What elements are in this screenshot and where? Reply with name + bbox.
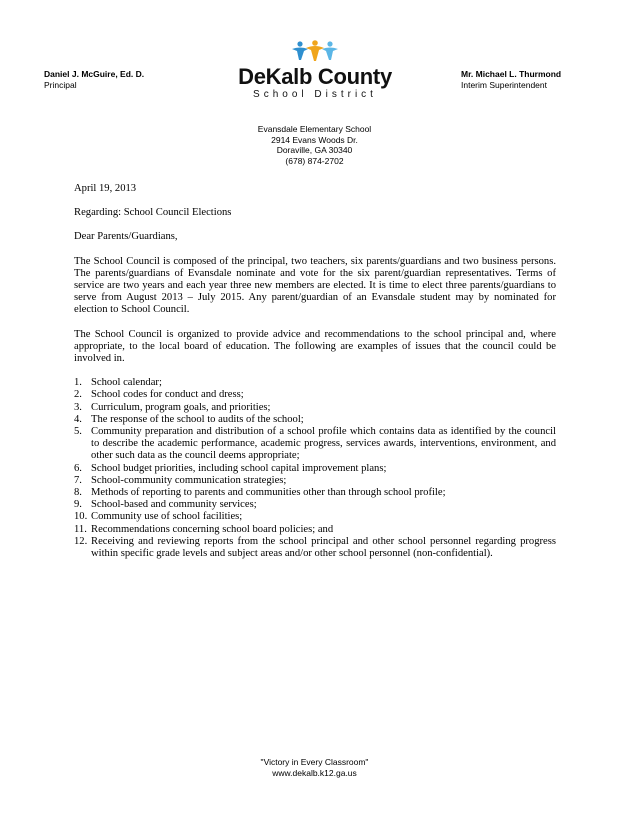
list-item-text: School-community communication strategies;: [91, 474, 287, 486]
superintendent-block: [461, 69, 561, 91]
list-item: [74, 499, 556, 511]
list-item: [74, 463, 556, 475]
list-item-number: 2.: [74, 389, 82, 401]
list-item-number: 12.: [74, 535, 88, 547]
list-item-text: Curriculum, program goals, and priorities;: [91, 401, 271, 413]
list-item: [74, 377, 556, 389]
school-address: [200, 124, 429, 166]
school-name: Evansdale Elementary School: [257, 124, 372, 134]
letter-regarding: Regarding: School Council Elections: [74, 207, 232, 219]
list-item-number: 1.: [74, 377, 82, 389]
list-item: [74, 536, 556, 560]
list-item-text: Methods of reporting to parents and communities other than through school profile;: [91, 487, 446, 499]
letter-body: [74, 183, 556, 560]
principal-block: [44, 69, 144, 91]
list-item: [74, 389, 556, 401]
logo-name: DeKalb County: [238, 64, 392, 89]
list-item-text: School budget priorities, including school capital improvement plans;: [91, 462, 387, 474]
list-item: [74, 511, 556, 523]
principal-name: Daniel J. McGuire, Ed. D.: [44, 69, 145, 79]
school-street: 2914 Evans Woods Dr.: [271, 134, 358, 145]
list-item: [74, 402, 556, 414]
school-city: Doraville, GA 30340: [276, 145, 353, 155]
list-item: [74, 524, 556, 536]
list-item-text: Receiving and reviewing reports from the school principal and other school personnel regarding progress within specific grade levels and subject areas and/or other school personnel (non-confidential).: [91, 535, 556, 560]
superintendent-name: Mr. Michael L. Thurmond: [461, 69, 562, 79]
list-item-number: 11.: [74, 523, 87, 535]
letter-salutation: Dear Parents/Guardians,: [74, 231, 178, 243]
people-figures-icon: [290, 40, 340, 64]
list-item: [74, 475, 556, 487]
footer-motto: "Victory in Every Classroom": [260, 757, 369, 767]
principal-title: Principal: [44, 80, 77, 90]
list-item-text: The response of the school to audits of the school;: [91, 413, 304, 425]
list-item-number: 10.: [74, 511, 88, 523]
district-logo: [238, 40, 392, 102]
list-item-number: 3.: [74, 401, 82, 413]
letter-date: April 19, 2013: [74, 183, 137, 194]
paragraph-composition: The School Council is composed of the principal, two teachers, six parents/guardians and two business persons. The parents/guardians of Evansdale nominate and vote for the six parent/guardian representatives. Terms of service are two years and each year three new members are elected. It is time to elect three parents/guardians to serve from August 2013 – July 2015. Any parent/guardian of an Evansdale student may by nominated for election to School Council.: [74, 255, 556, 316]
paragraph-purpose: The School Council is organized to provide advice and recommendations to the school principal and, where appropriate, to the local board of education. The following are examples of issues that the council could be involved in.: [74, 328, 556, 365]
superintendent-title: Interim Superintendent: [461, 80, 547, 90]
list-item-number: 5.: [74, 426, 82, 438]
list-item: [74, 426, 556, 463]
issues-list: [74, 377, 556, 560]
list-item-number: 8.: [74, 487, 82, 499]
list-item-number: 7.: [74, 474, 82, 486]
list-item-number: 9.: [74, 499, 82, 511]
footer: [200, 757, 429, 779]
list-item-text: School-based and community services;: [91, 499, 257, 511]
list-item-text: School codes for conduct and dress;: [91, 389, 244, 401]
list-item-text: Community preparation and distribution of a school profile which contains data as identified by the council to describe the academic performance, academic progress, services awards, interventions, environment, and other such data as the council deems appropriate;: [91, 426, 556, 462]
footer-url: www.dekalb.k12.ga.us: [272, 768, 357, 778]
list-item-text: School calendar;: [91, 377, 162, 389]
list-item-text: Community use of school facilities;: [91, 511, 243, 523]
list-item: [74, 487, 556, 499]
list-item-number: 4.: [74, 413, 82, 425]
list-item-text: Recommendations concerning school board policies; and: [91, 523, 334, 535]
list-item: [74, 414, 556, 426]
logo-subtitle: School District: [253, 89, 377, 100]
list-item-number: 6.: [74, 462, 82, 474]
school-phone: (678) 874-2702: [285, 155, 344, 166]
